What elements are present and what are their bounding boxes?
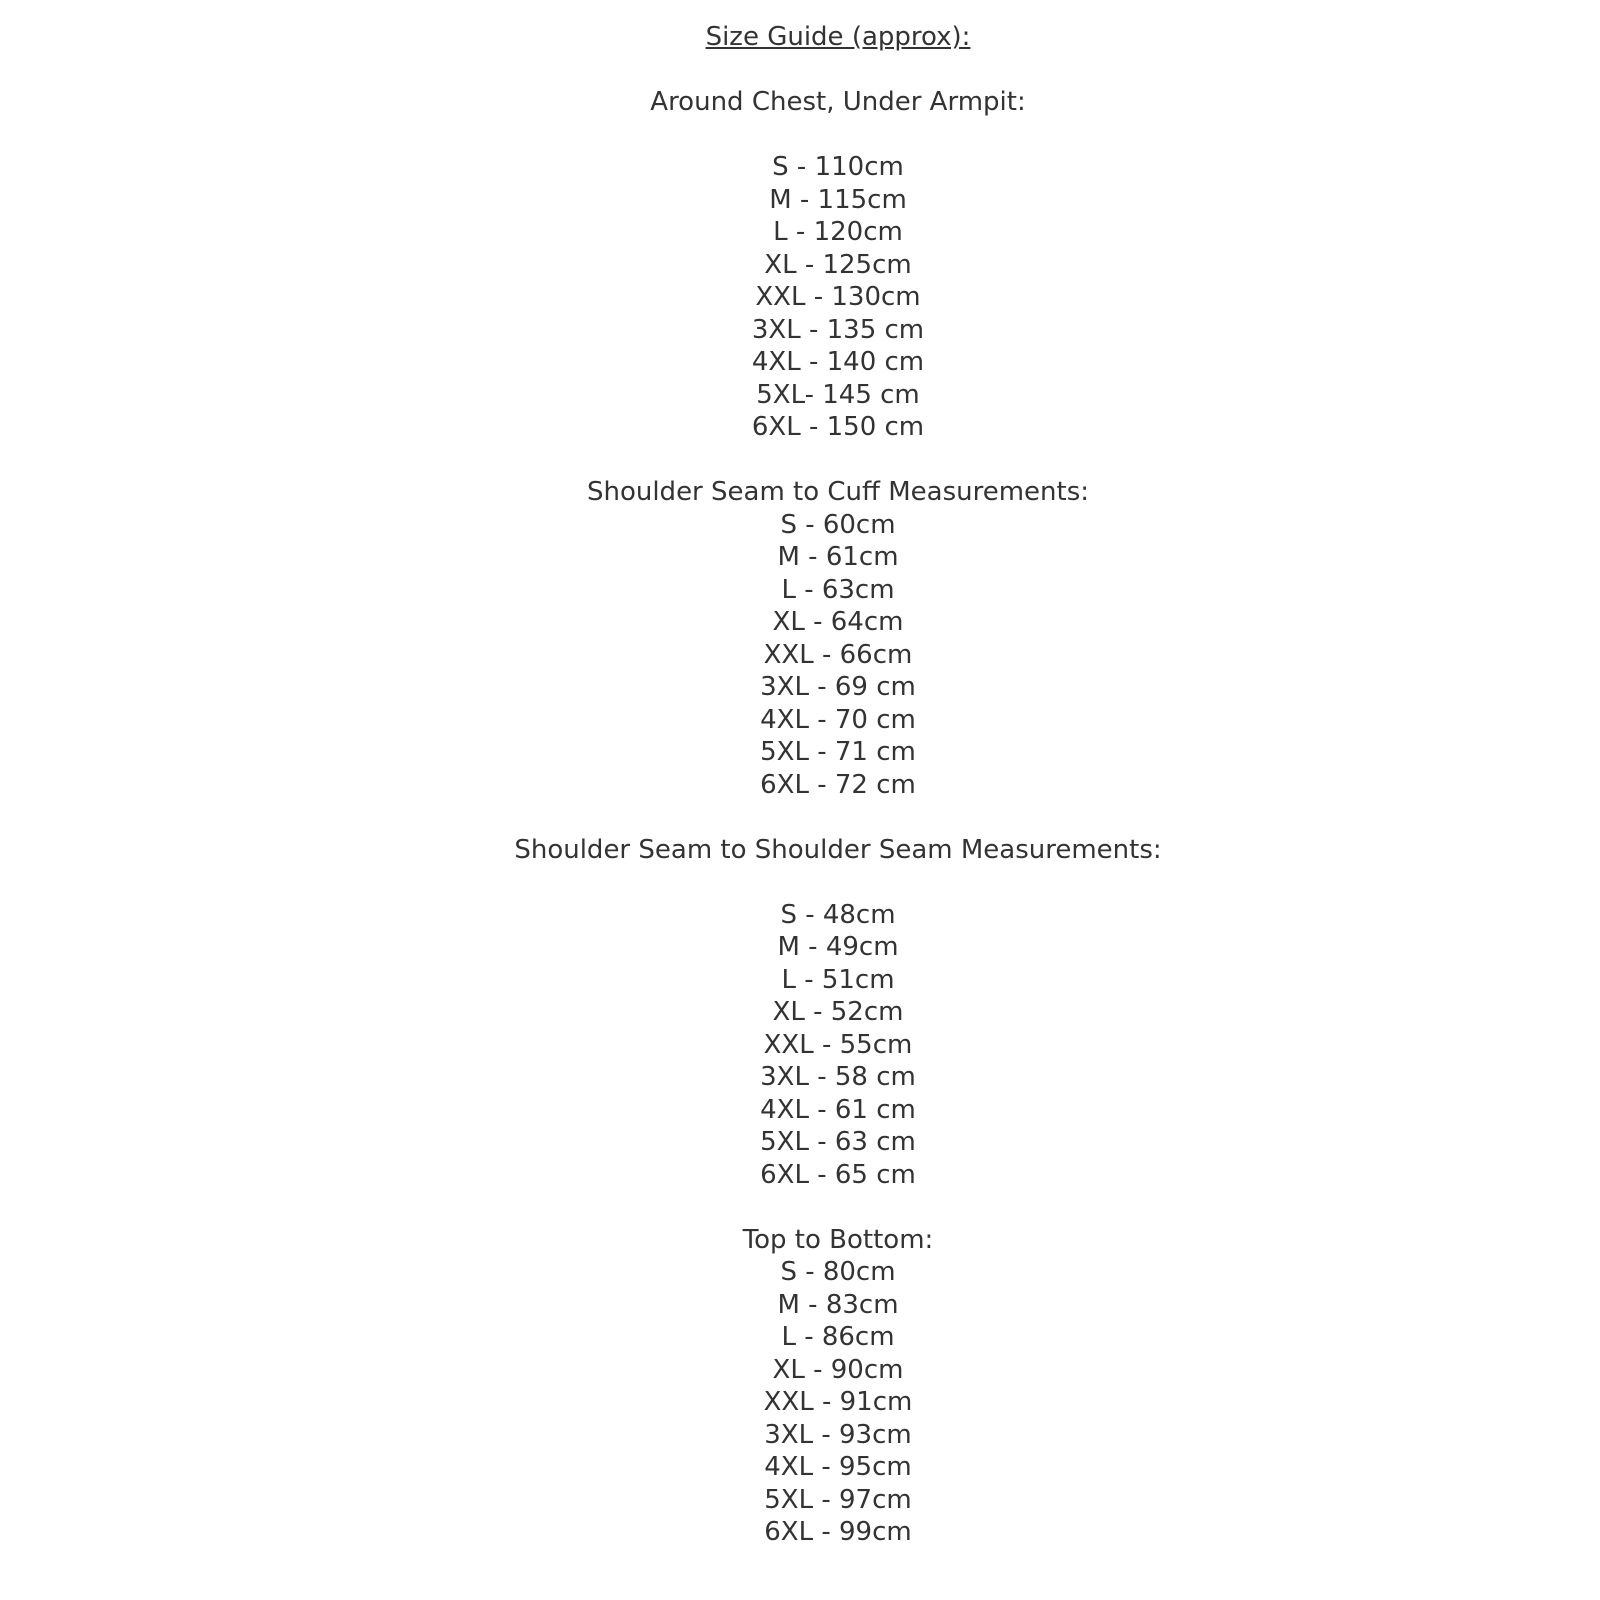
size-measurement-line: L - 63cm: [781, 574, 895, 605]
size-measurement-line: S - 48cm: [780, 899, 896, 930]
size-measurement-line: 4XL - 61 cm: [760, 1094, 916, 1125]
size-guide-section: [76, 1224, 1600, 1549]
size-guide-sections: [76, 86, 1600, 1549]
size-measurement-line: L - 86cm: [781, 1322, 895, 1352]
size-measurement-line: 3XL - 69 cm: [760, 672, 916, 702]
section-heading: Shoulder Seam to Shoulder Seam Measurements:: [514, 834, 1162, 865]
size-guide-section: [76, 86, 1600, 444]
size-measurement-line: 3XL - 135 cm: [751, 314, 925, 345]
size-measurement-line: S - 60cm: [780, 509, 896, 540]
size-measurement-line: 5XL - 71 cm: [760, 737, 916, 767]
size-measurement-line: M - 83cm: [777, 1289, 899, 1320]
size-measurement-line: 4XL - 95cm: [764, 1452, 912, 1482]
size-measurement-line: M - 61cm: [777, 542, 899, 572]
section-heading: Top to Bottom:: [742, 1224, 934, 1255]
size-measurement-line: XXL - 55cm: [763, 1029, 913, 1060]
size-measurement-line: XL - 125cm: [764, 249, 912, 280]
page-title: Size Guide (approx):: [705, 22, 971, 52]
size-measurement-line: 5XL - 63 cm: [760, 1127, 916, 1157]
size-measurement-line: 3XL - 93cm: [764, 1419, 912, 1450]
size-measurement-line: XL - 90cm: [772, 1354, 904, 1385]
size-measurement-line: 6XL - 72 cm: [760, 769, 916, 800]
size-measurement-line: XXL - 130cm: [755, 282, 921, 312]
size-measurement-line: 5XL- 145 cm: [756, 379, 920, 410]
size-measurement-line: XL - 64cm: [772, 607, 904, 637]
size-measurement-line: 6XL - 65 cm: [760, 1159, 916, 1190]
size-measurement-line: S - 110cm: [772, 152, 904, 182]
section-heading: Shoulder Seam to Cuff Measurements:: [586, 477, 1090, 507]
size-measurement-line: 6XL - 99cm: [764, 1517, 912, 1547]
size-measurement-line: XXL - 91cm: [763, 1387, 913, 1417]
size-measurement-line: M - 115cm: [769, 184, 907, 215]
size-measurement-line: L - 51cm: [781, 964, 895, 995]
size-measurement-line: 4XL - 140 cm: [751, 347, 925, 377]
size-guide-section: [76, 834, 1600, 1192]
size-measurement-line: XXL - 66cm: [763, 639, 913, 670]
size-measurement-line: 6XL - 150 cm: [751, 412, 925, 442]
size-measurement-line: S - 80cm: [780, 1257, 896, 1287]
size-measurement-line: 3XL - 58 cm: [760, 1062, 916, 1092]
size-measurement-line: 5XL - 97cm: [764, 1484, 912, 1515]
size-measurement-line: L - 120cm: [773, 217, 903, 247]
size-measurement-line: XL - 52cm: [772, 997, 904, 1027]
section-heading: Around Chest, Under Armpit:: [650, 87, 1026, 117]
size-measurement-line: M - 49cm: [777, 932, 899, 962]
size-measurement-line: 4XL - 70 cm: [760, 704, 916, 735]
size-guide-section: [76, 476, 1600, 801]
